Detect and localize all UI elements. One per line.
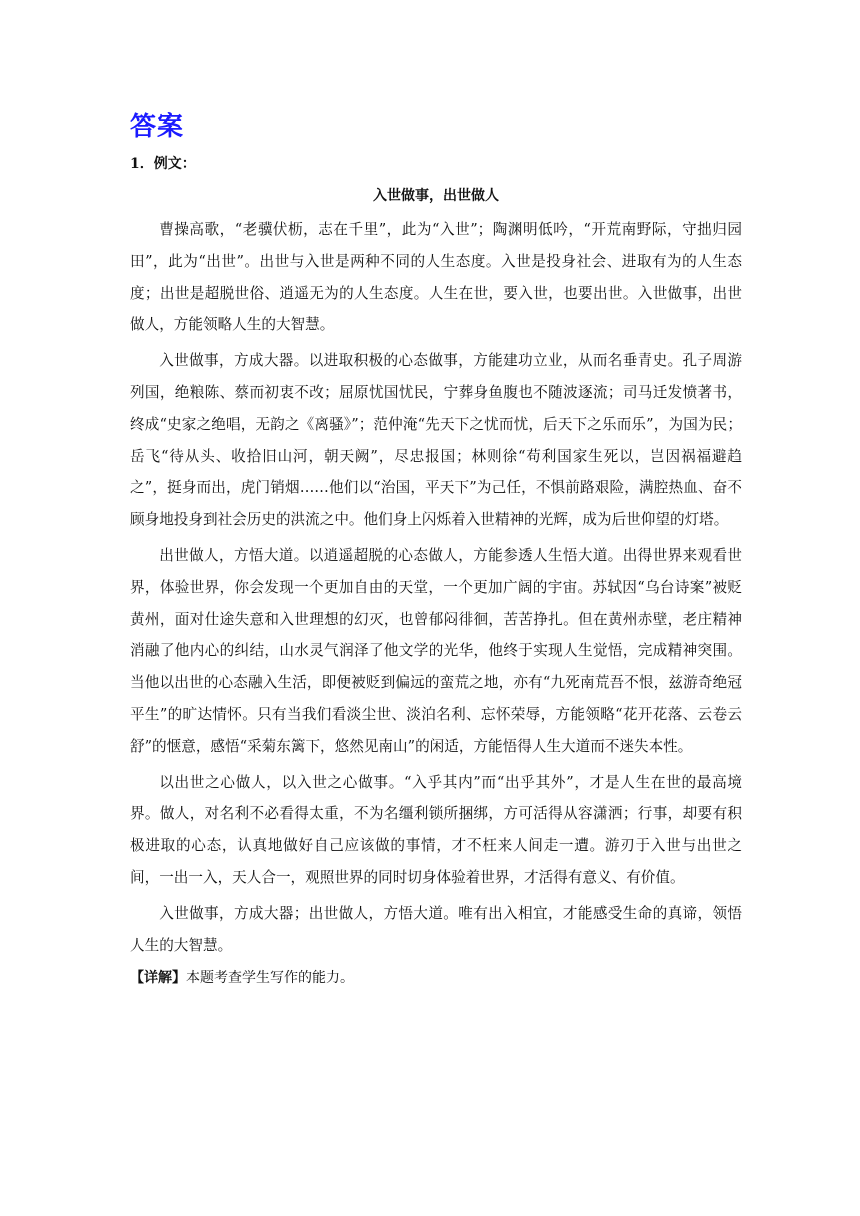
detail-explanation — [130, 965, 742, 991]
essay-paragraph: 入世做事，方成大器；出世做人，方悟大道。唯有出入相宜，才能感受生命的真谛，领悟人生的大智慧。 — [130, 904, 742, 954]
detail-text: 本题考查学生写作的能力。 — [186, 970, 354, 987]
essay-paragraph: 出世做人，方悟大道。以逍遥超脱的心态做人，方能参透人生悟大道。出得世界来观看世界，体验世界，你会发现一个更加自由的天堂，一个更加广阔的宇宙。苏轼因“乌台诗案”被贬黄州，面对仕途失意和入世理想的幻灭，也曾郁闷徘徊，苦苦挣扎。但在黄州赤壁，老庄精神消融了他内心的纠结，山水灵气润泽了他文学的光华，他终于实现人生觉悟，完成精神突围。当他以出世的心态融入生活，即便被贬到偏远的蛮荒之地，亦有“九死南荒吾不恨，兹游奇绝冠平生”的旷达情怀。只有当我们看淡尘世、淡泊名利、忘怀荣辱，方能领略“花开花落、云卷云舒”的惬意，感悟“采菊东篱下，悠然见南山”的闲适，方能悟得人生大道而不迷失本性。 — [130, 546, 742, 755]
essay-title: 入世做事，出世做人 — [373, 188, 499, 204]
answer-document — [130, 108, 742, 991]
essay-paragraph: 入世做事，方成大器。以进取积极的心态做事，方能建功立业，从而名垂青史。孔子周游列国，绝粮陈、蔡而初衷不改；屈原忧国忧民，宁葬身鱼腹也不随波逐流；司马迁发愤著书，终成“史家之绝唱，无韵之《离骚》”；范仲淹“先天下之忧而忧，后天下之乐而乐”，为国为民；岳飞“待从头、收拾旧山河，朝天阙”，尽忠报国；林则徐“苟利国家生死以，岂因祸福避趋之”，挺身而出，虎门销烟……他们以“治国，平天下”为己任，不惧前路艰险，满腔热血、奋不顾身地投身到社会历史的洪流之中。他们身上闪烁着入世精神的光辉，成为后世仰望的灯塔。 — [130, 352, 742, 529]
essay-paragraph: 曹操高歌，“老骥伏枥，志在千里”，此为“入世”；陶渊明低吟，“开荒南野际，守拙归园田”，此为“出世”。出世与入世是两种不同的人生态度。入世是投身社会、进取有为的人生态度；出世是超脱世俗、逍遥无为的人生态度。人生在世，要入世，也要出世。入世做事，出世做人，方能领略人生的大智慧。 — [130, 221, 742, 334]
answer-heading: 答案 — [130, 112, 185, 142]
essay-paragraph: 以出世之心做人，以入世之心做事。“入乎其内”而“出乎其外”，才是人生在世的最高境界。做人，对名利不必看得太重，不为名缰利锁所捆绑，方可活得从容潇洒；行事，却要有积极进取的心态，认真地做好自己应该做的事情，才不枉来人间走一遭。游刃于入世与出世之间，一出一入，天人合一，观照世界的同时切身体验着世界，才活得有意义、有价值。 — [130, 773, 742, 886]
detail-tag: 【详解】 — [130, 970, 186, 987]
question-number-label: 1．例文： — [130, 156, 196, 172]
